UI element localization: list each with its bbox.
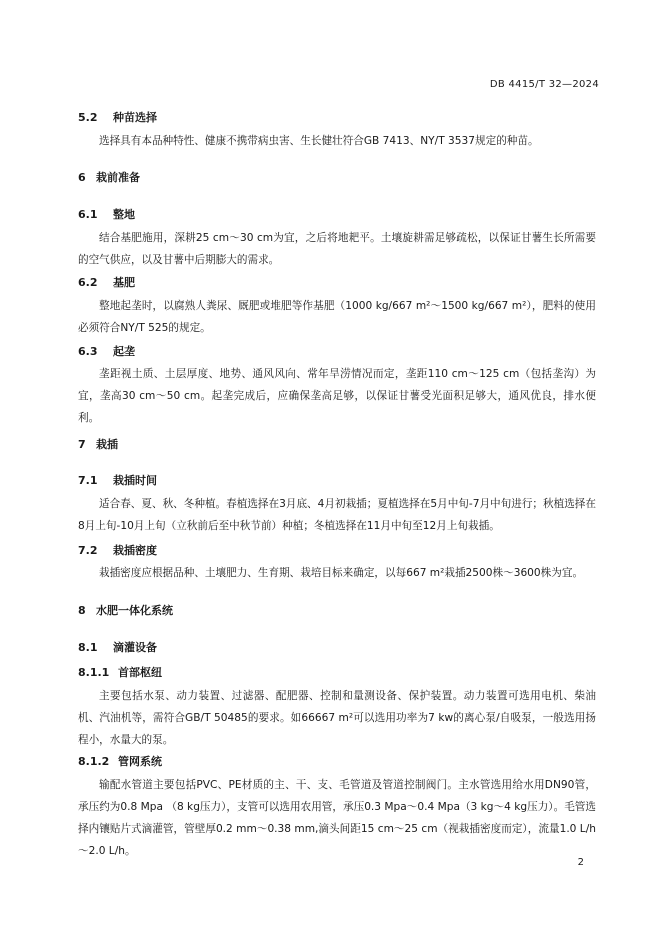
section-6-3-paragraph: 垄距视土质、土层厚度、地势、通风风向、常年旱涝情况而定，垄距110 cm～125 cm（包括垄沟）为宜，垄高30 cm～50 cm。起垄完成后，应确保垄高足够，以保证甘薯受光面积足够大，通风优良，排水便利。 [78,368,596,424]
section-number: 6.1 [78,208,98,221]
section-title: 栽插时间 [113,474,157,487]
section-6-2-paragraph: 整地起垄时，以腐熟人粪尿、厩肥或堆肥等作基肥（1000 kg/667 m²～1500 kg/667 m²），肥料的使用必须符合NY/T 525的规定。 [78,300,596,334]
chapter-title: 栽插 [96,438,118,451]
chapter-number: 8 [78,604,86,617]
section-6-3-heading [78,343,135,359]
section-title: 整地 [113,208,135,221]
document-code: DB 4415/T 32—2024 [489,79,599,90]
section-5-2-heading [78,109,157,125]
chapter-7-heading [78,436,118,452]
section-title: 起垄 [113,345,135,358]
chapter-8-heading [78,602,173,618]
chapter-title: 栽前准备 [96,171,140,184]
section-5-2-paragraph: 选择具有本品种特性、健康不携带病虫害、生长健壮符合GB 7413、NY/T 3537规定的种苗。 [99,135,539,147]
chapter-number: 7 [78,438,86,451]
section-title: 滴灌设备 [113,641,157,654]
section-7-2-heading [78,542,157,558]
section-title: 种苗选择 [113,111,157,124]
section-number: 6.2 [78,276,98,289]
section-6-2-heading [78,274,135,290]
section-7-2-paragraph: 栽插密度应根据品种、土壤肥力、生育期、栽培目标来确定，以每667 m²栽插2500株～3600株为宜。 [99,567,584,579]
section-8-1-2-heading [78,753,162,769]
chapter-number: 6 [78,171,86,184]
section-title: 基肥 [113,276,135,289]
page-number: 2 [577,857,584,868]
section-number: 7.1 [78,474,98,487]
section-number: 8.1.2 [78,755,110,768]
section-number: 5.2 [78,111,98,124]
section-title: 首部枢纽 [118,666,162,679]
section-number: 7.2 [78,544,98,557]
section-number: 8.1 [78,641,98,654]
section-8-1-1-paragraph: 主要包括水泵、动力装置、过滤器、配肥器、控制和量测设备、保护装置。动力装置可选用电机、柴油机、汽油机等，需符合GB/T 50485的要求。如66667 m²可以选用功率为7 kw的离心泵/自吸泵，一般选用扬程小，水量大的泵。 [78,690,596,746]
chapter-6-heading [78,169,140,185]
section-8-1-1-heading [78,664,162,680]
section-title: 管网系统 [118,755,162,768]
chapter-title: 水肥一体化系统 [96,604,173,617]
section-7-1-heading [78,472,157,488]
section-number: 6.3 [78,345,98,358]
section-7-1-paragraph: 适合春、夏、秋、冬种植。春植选择在3月底、4月初栽插；夏植选择在5月中旬-7月中旬进行；秋植选择在8月上旬-10月上旬（立秋前后至中秋节前）种植；冬植选择在11月中旬至12月上旬栽插。 [78,498,596,532]
section-8-1-heading [78,639,157,655]
section-6-1-paragraph: 结合基肥施用，深耕25 cm～30 cm为宜，之后将地耙平。土壤旋耕需足够疏松，以保证甘薯生长所需要的空气供应，以及甘薯中后期膨大的需求。 [78,232,596,266]
section-8-1-2-paragraph: 输配水管道主要包括PVC、PE材质的主、干、支、毛管道及管道控制阀门。主水管选用给水用DN90管，承压约为0.8 Mpa （8 kg压力），支管可以选用农用管，承压0.3 Mpa～0.4 Mpa（3 kg～4 kg压力）。毛管选择内镶贴片式滴灌管，管壁厚0.2 mm～0.38 mm,滴头间距15 cm～25 cm（视栽插密度而定），流量1.0 L/h～2.0 L/h。 [78,779,596,857]
section-6-1-heading [78,206,135,222]
section-title: 栽插密度 [113,544,157,557]
section-number: 8.1.1 [78,666,110,679]
